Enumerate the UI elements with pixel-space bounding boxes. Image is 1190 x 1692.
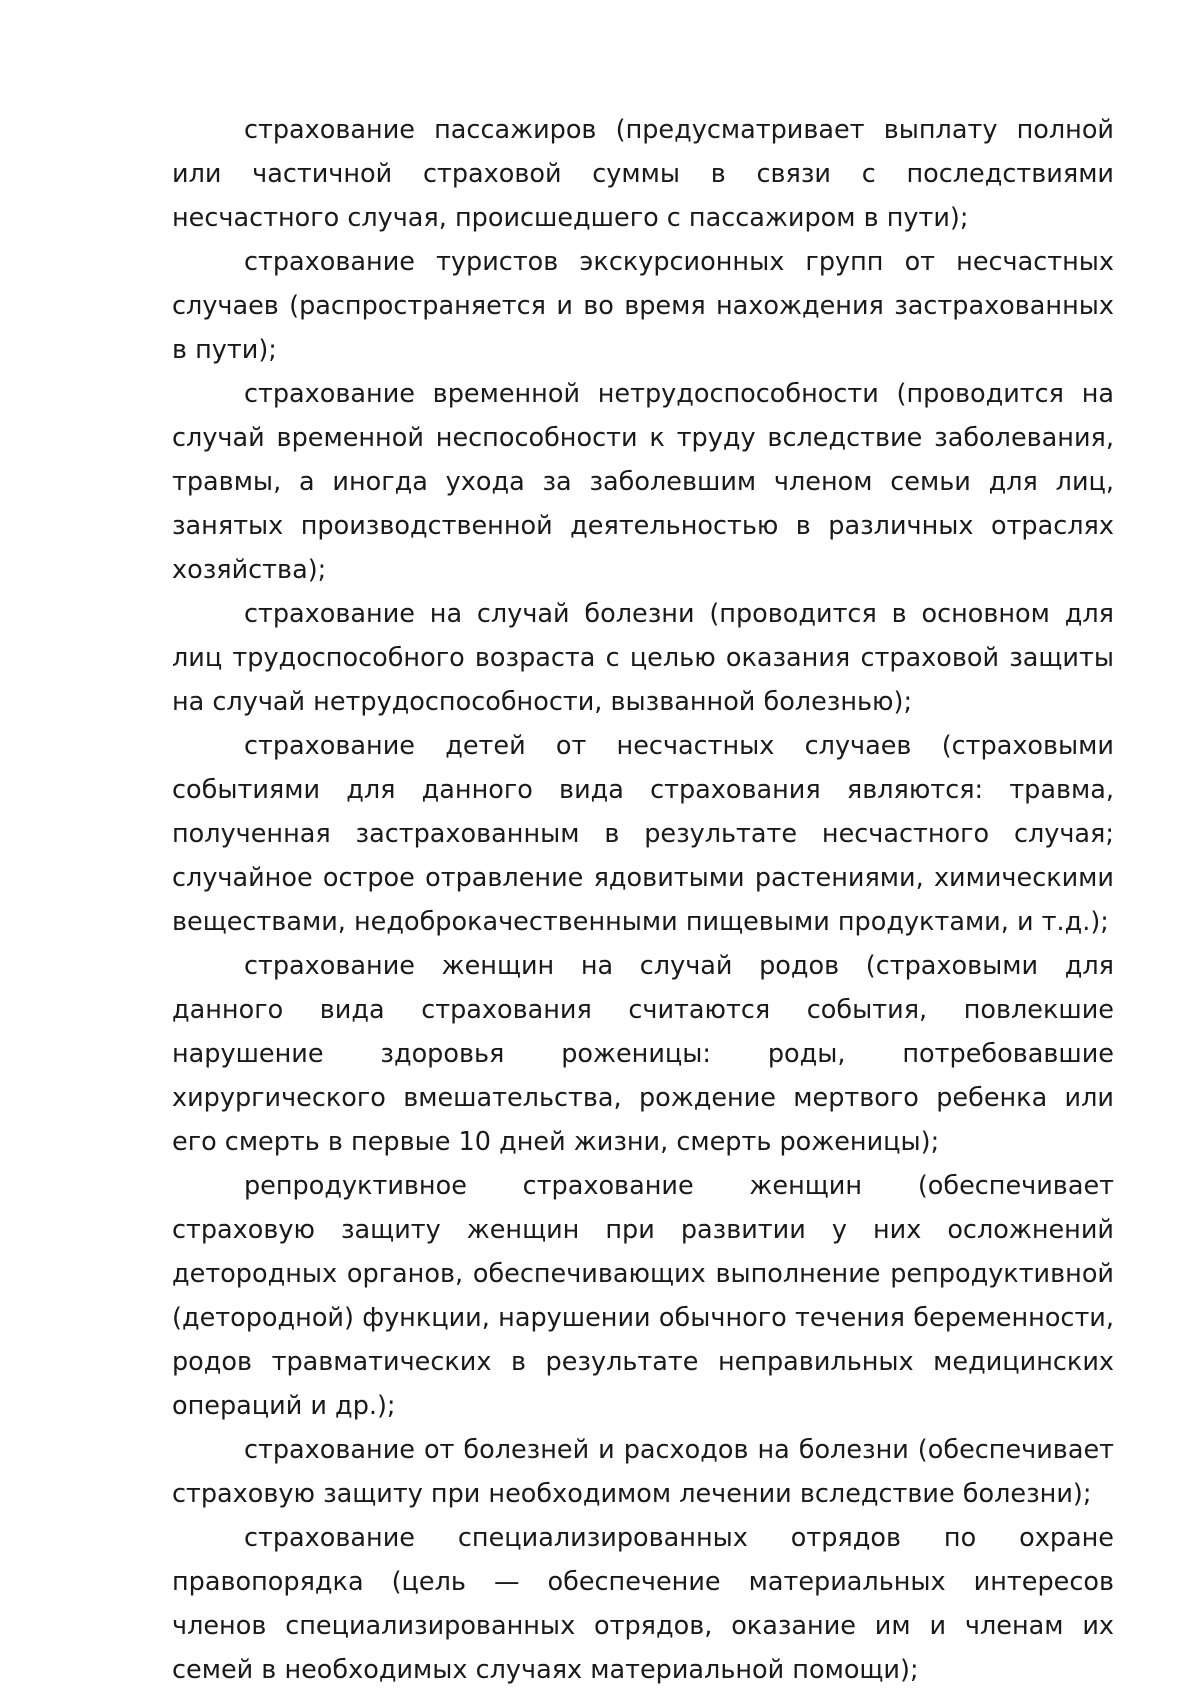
paragraph-illness-insurance: страхование на случай болезни (проводится в основном для лиц трудоспособного возраста с целью оказания страховой защиты на случай нетрудоспособности, вызванной болезнью);	[172, 599, 1114, 717]
document-page	[172, 108, 1114, 1692]
paragraph-children-accident-insurance: страхование детей от несчастных случаев (страховыми событиями для данного вида страхования являются: травма, полученная застрахованным в результате несчастного случая; случайное острое отравление ядовитыми растениями, химическими веществами, недоброкачественными пищевыми продуктами, и т.д.);	[172, 731, 1114, 937]
paragraph-reproductive-insurance: репродуктивное страхование женщин (обеспечивает страховую защиту женщин при развитии у них осложнений детородных органов, обеспечивающих выполнение репродуктивной (детородной) функции, нарушении обычного течения беременности, родов травматических в результате неправильных медицинских операций и др.);	[172, 1171, 1114, 1421]
paragraph-childbirth-insurance: страхование женщин на случай родов (страховыми для данного вида страхования считаются события, повлекшие нарушение здоровья роженицы: роды, потребовавшие хирургического вмешательства, рождение мертвого ребенка или его смерть в первые 10 дней жизни, смерть роженицы);	[172, 951, 1114, 1157]
paragraph-temporary-disability-insurance: страхование временной нетрудоспособности (проводится на случай временной неспособности к труду вследствие заболевания, травмы, а иногда ухода за заболевшим членом семьи для лиц, занятых производственной деятельностью в различных отраслях хозяйства);	[172, 379, 1114, 585]
paragraph-passenger-insurance: страхование пассажиров (предусматривает выплату полной или частичной страховой суммы в связи с последствиями несчастного случая, происшедшего с пассажиром в пути);	[172, 115, 1114, 233]
paragraph-illness-expenses-insurance: страхование от болезней и расходов на болезни (обеспечивает страховую защиту при необходимом лечении вследствие болезни);	[172, 1435, 1114, 1509]
paragraph-law-enforcement-units-insurance: страхование специализированных отрядов по охране правопорядка (цель — обеспечение материальных интересов членов специализированных отрядов, оказание им и членам их семей в необходимых случаях материальной помощи);	[172, 1523, 1114, 1685]
paragraph-tourist-insurance: страхование туристов экскурсионных групп от несчастных случаев (распространяется и во время нахождения застрахованных в пути);	[172, 247, 1114, 365]
